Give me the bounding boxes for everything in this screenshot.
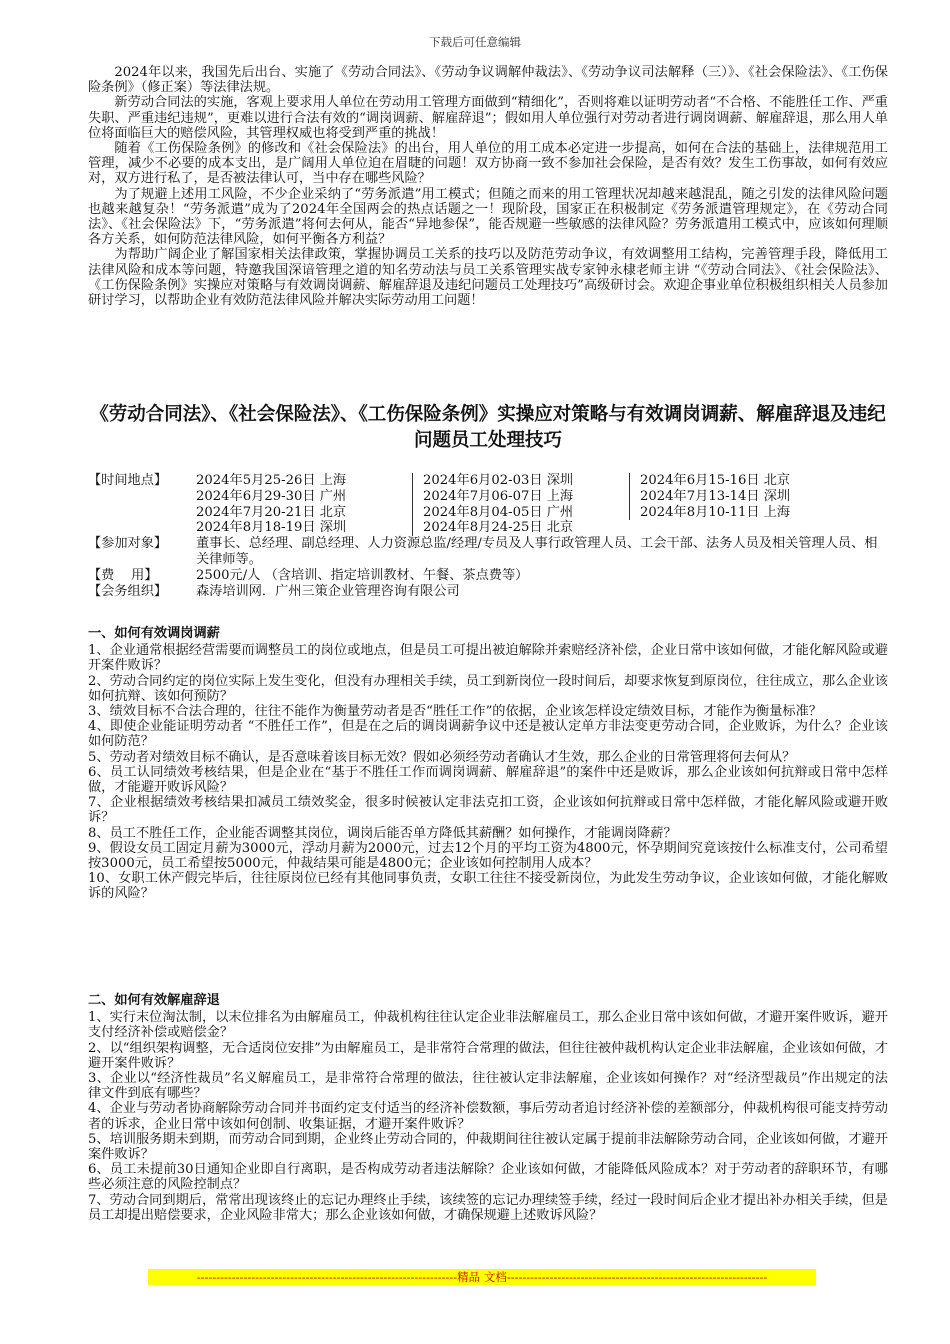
schedule-row	[196, 473, 888, 489]
intro-paragraph: 随着《工伤保险条例》的修改和《社会保险法》的出台，用人单位的用工成本必定进一步提高，如何在合法的基础上，法律规范用工管理，减少不必要的成本支出，是广阔用人单位迫在眉睫的问题！双方协商一致不参加社会保险，是否有效？发生工伤事故，如何有效应对，双方进行私了，是否被法律认可，当中存在哪些风险？	[88, 141, 888, 187]
footer-banner: -------------------------------------------------------------------精品 文档-------------------------------------------------------------------	[148, 1269, 816, 1285]
list-item: 6、员工认同绩效考核结果，但是企业在“基于不胜任工作而调岗调薪、解雇辞退”的案件中还是败诉，那么企业该如何抗辩或日常中怎样做，才能避开败诉风险？	[88, 764, 888, 796]
list-item: 1、实行末位淘汰制，以末位排名为由解雇员工，仲裁机构往往认定企业非法解雇员工，那么企业日常中该如何做，才避开案件败诉，避开支付经济补偿或赔偿金？	[88, 1010, 888, 1041]
footer-text: 精品 文档	[457, 1270, 507, 1284]
list-item: 5、培训服务期未到期，而劳动合同到期，企业终止劳动合同的，仲裁期间往往被认定属于提前非法解除劳动合同，企业该如何做，才避开案件败诉？	[88, 1131, 888, 1163]
schedule-cell: 2024年8月04-05日 广州	[412, 505, 629, 521]
intro-paragraph: 为了规避上述用工风险，不少企业采纳了“劳务派遣”用工模式；但随之而来的用工管理状况却越来越混乱，随之引发的法律风险问题也越来越复杂！“劳务派遣”成为了2024年全国两会的热点话题之一！现阶段，国家正在积极制定《劳务派遣管理规定》，在《劳动合同法》、《社会保险法》下，“劳务派遣”将何去何从，能否“异地参保”，能否规避一些敏感的法律风险？劳务派遣用工模式中，应该如何理顺各方关系，如何防范法律风险，如何平衡各方利益？	[88, 186, 888, 248]
schedule-cell: 2024年5月25-26日 上海	[196, 473, 347, 488]
list-item: 5、劳动者对绩效目标不确认，是否意味着该目标无效？假如必须经劳动者确认才生效，那么企业的日常管理将何去何从？	[88, 749, 796, 765]
list-item: 2、以“组织架构调整，无合适岗位安排”为由解雇员工，是非常符合常理的做法，但往往被仲裁机构认定企业非法解雇，企业该如何做，才避开案件败诉？	[88, 1040, 888, 1071]
fee-row	[88, 568, 888, 584]
section-adjust-post-pay	[88, 626, 888, 902]
list-item: 4、企业与劳动者协商解除劳动合同并书面约定支付适当的经济补偿数额，事后劳动者追讨经济补偿的差额部分，仲裁机构很可能支持劳动者的诉求，企业日常中该如何创制、收集证据，才避开案件败诉？	[88, 1101, 888, 1132]
intro-paragraph: 新劳动合同法的实施，客观上要求用人单位在劳动用工管理方面做到“精细化”，否则将难以证明劳动者“不合格、不能胜任工作、严重失职、严重违纪违规”，更难以进行合法有效的“调岗调薪、解雇辞退”；假如用人单位强行对劳动者进行调岗调薪、解雇辞退，那么用人单位将面临巨大的赔偿风险，其管理权威也将受到严重的挑战！	[88, 95, 888, 141]
schedule-cell: 2024年7月06-07日 上海	[412, 489, 629, 505]
main-title: 《劳动合同法》、《社会保险法》、《工伤保险条例》实操应对策略与有效调岗调薪、解雇辞退及违纪问题员工处理技巧	[90, 404, 886, 451]
schedule-cell: 2024年8月24-25日 北京	[412, 520, 629, 536]
schedule-row	[196, 520, 888, 536]
audience-row	[88, 536, 888, 568]
intro-section	[88, 65, 888, 308]
schedule-cell: 2024年6月02-03日 深圳	[412, 473, 629, 489]
intro-paragraph: 为帮助广阔企业了解国家相关法律政策，掌握协调员工关系的技巧以及防范劳动争议，有效调整用工结构，完善管理手段，降低用工法律风险和成本等问题，特邀我国深谙管理之道的知名劳动法与员工关系管理实战专家钟永棣老师主讲 “《劳动合同法》、《社会保险法》、《工伤保险条例》实操应对策略与有效调岗调薪、解雇辞退及违纪问题员工处理技巧”高级研讨会。欢迎企事业单位积极组织相关人员参加研讨学习，以帮助企业有效防范法律风险并解决实际劳动用工问题！	[88, 247, 888, 309]
schedule-row	[196, 505, 888, 521]
audience-label: 【参加对象】	[88, 536, 168, 552]
section-title: 一、如何有效调岗调薪	[88, 626, 220, 641]
list-item: 7、企业根据绩效考核结果扣减员工绩效奖金，很多时候被认定非法克扣工资，企业该如何抗辩或日常中怎样做，才能化解风险或避开败诉？	[88, 795, 888, 826]
list-item: 7、劳动合同到期后，常常出现该终止的忘记办理终止手续，该续签的忘记办理续签手续，经过一段时间后企业才提出补办相关手续，但是员工却提出赔偿要求，企业风险非常大；那么企业该如何做，才确保规避上述败诉风险？	[88, 1192, 888, 1223]
list-item: 3、企业以“经济性裁员”名义解雇员工，是非常符合常理的做法，往往被认定非法解雇，企业该如何操作？对“经济型裁员”作出规定的法律文件到底有哪些？	[88, 1071, 888, 1102]
list-item: 6、员工未提前30日通知企业即自行离职，是否构成劳动者违法解除？企业该如何做，才能降低风险成本？对于劳动者的辞职环节，有哪些必须注意的风险控制点？	[88, 1162, 888, 1193]
section-title: 二、如何有效解雇辞退	[88, 993, 220, 1008]
section-dismissal	[88, 993, 888, 1223]
intro-paragraph: 2024年以来，我国先后出台、实施了《劳动合同法》、《劳动争议调解仲裁法》、《劳动争议司法解释（三）》、《社会保险法》、《工伤保险条例》（修正案）等法律法规。	[88, 65, 888, 96]
list-item: 1、企业通常根据经营需要而调整员工的岗位或地点，但是员工可提出被迫解除并索赔经济补偿，企业日常中该如何做，才能化解风险或避开案件败诉？	[88, 643, 888, 674]
schedule-cell: 2024年6月29-30日 广州	[196, 488, 347, 504]
organizer-label: 【会务组织】	[88, 583, 168, 599]
list-item: 2、劳动合同约定的岗位实际上发生变化，但没有办理相关手续，员工到新岗位一段时间后，却要求恢复到原岗位，往往成立，那么企业该如何抗辩、该如何预防？	[88, 673, 888, 704]
schedule-cell: 2024年7月13-14日 深圳	[629, 489, 846, 505]
list-item: 3、绩效目标不合法合理的，往往不能作为衡量劳动者是否“胜任工作”的依据，企业该怎样设定绩效目标，才能作为衡量标准？	[88, 704, 822, 720]
organizer-row	[88, 584, 888, 600]
fee-label: 【费 用】	[88, 567, 158, 583]
info-block	[88, 473, 888, 599]
schedule	[196, 473, 888, 536]
list-item: 9、假设女员工固定月薪为3000元，浮动月薪为2000元，过去12个月的平均工资为4800元，怀孕期间究竟该按什么标准支付，公司希望按3000元，员工希望按5000元，仲裁结果可能是4800元；企业该如何控制用人成本？	[88, 840, 888, 872]
header-note: 下载后可任意编辑	[429, 35, 521, 49]
schedule-cell: 2024年7月20-21日 北京	[196, 504, 347, 520]
list-item: 10、女职工休产假完毕后，往往原岗位已经有其他同事负责，女职工往往不接受新岗位，为此发生劳动争议，企业该如何做，才能化解败诉的风险？	[88, 871, 888, 902]
organizer-text: 森涛培训网．广州三策企业管理咨询有限公司	[196, 583, 460, 599]
audience-text: 董事长、总经理、副总经理、人力资源总监/经理/专员及人事行政管理人员、工会干部、法务人员及相关管理人员、相关律师等。	[196, 536, 878, 567]
schedule-cell: 2024年8月10-11日 上海	[629, 505, 846, 521]
list-item: 4、即使企业能证明劳动者 “不胜任工作”，但是在之后的调岗调薪争议中还是被认定单方非法变更劳动合同，企业败诉，为什么？企业该如何防范？	[88, 719, 888, 750]
schedule-cell: 2024年8月18-19日 深圳	[196, 520, 347, 536]
list-item: 8、员工不胜任工作，企业能否调整其岗位，调岗后能否单方降低其薪酬？如何操作，才能调岗降薪？	[88, 825, 677, 841]
schedule-row	[196, 489, 888, 505]
time-label: 【时间地点】	[88, 473, 168, 488]
schedule-cell: 2024年6月15-16日 北京	[629, 473, 846, 489]
time-location-row	[88, 473, 888, 536]
fee-text: 2500元/人 （含培训、指定培训教材、午餐、茶点费等）	[196, 567, 529, 583]
